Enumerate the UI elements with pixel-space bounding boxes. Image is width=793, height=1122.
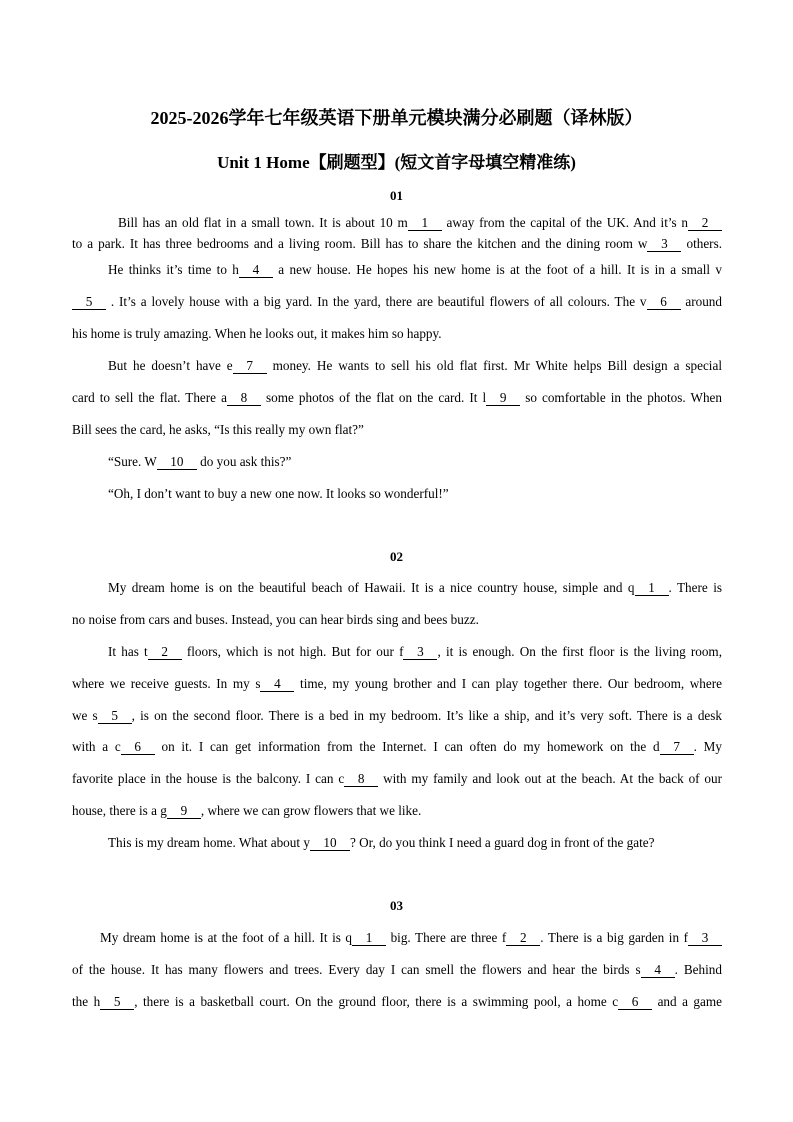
answer-blank: 9 xyxy=(486,390,520,406)
text-line xyxy=(72,707,722,725)
answer-blank: 5 xyxy=(100,994,134,1010)
text-segment: and a game xyxy=(652,994,722,1009)
answer-blank: 4 xyxy=(641,962,675,978)
text-segment: . Behind xyxy=(674,962,722,977)
text-segment: no noise from cars and buses. Instead, you can hear birds sing and bees buzz. xyxy=(72,612,479,627)
text-segment: Bill sees the card, he asks, “Is this really my own flat?” xyxy=(72,422,364,437)
text-segment: of the house. It has many flowers and trees. Every day I can smell the flowers and hear the birds s xyxy=(72,962,641,977)
answer-blank: 3 xyxy=(647,236,681,252)
text-segment: He thinks it’s time to h xyxy=(108,262,239,277)
text-line xyxy=(118,214,722,232)
text-segment: card to sell the flat. There a xyxy=(72,390,227,405)
text-line xyxy=(72,993,722,1011)
text-segment: to a park. It has three bedrooms and a living room. Bill has to share the kitchen and the dining room w xyxy=(72,236,648,251)
text-segment: , it is enough. On the first floor is the living room, xyxy=(437,644,722,659)
text-segment: we s xyxy=(72,708,98,723)
section-label: 03 xyxy=(390,898,403,913)
text-line xyxy=(72,325,722,343)
text-segment: do you ask this?” xyxy=(196,454,292,469)
text-line xyxy=(108,643,722,661)
answer-blank: 7 xyxy=(660,739,694,755)
text-segment: Bill has an old flat in a small town. It is about 10 m xyxy=(118,215,408,230)
text-segment: away from the capital of the UK. And it’s n xyxy=(441,215,689,230)
section-label: 01 xyxy=(390,188,403,203)
answer-blank: 9 xyxy=(167,803,201,819)
text-segment: some photos of the flat on the card. It l xyxy=(260,390,487,405)
text-segment: , where we can grow flowers that we like. xyxy=(200,803,422,818)
text-segment: My dream home is on the beautiful beach of Hawaii. It is a nice country house, simple and q xyxy=(108,580,635,595)
text-segment: floors, which is not high. But for our f xyxy=(181,644,404,659)
text-line xyxy=(72,802,722,820)
text-segment: But he doesn’t have e xyxy=(108,358,233,373)
text-segment: so comfortable in the photos. When xyxy=(520,390,722,405)
text-segment: money. He wants to sell his old flat first. Mr White helps Bill design a special xyxy=(266,358,722,373)
text-line xyxy=(108,834,722,852)
text-line xyxy=(72,611,722,629)
text-line xyxy=(72,235,722,253)
answer-blank: 3 xyxy=(688,930,722,946)
answer-blank: 1 xyxy=(635,580,669,596)
text-line xyxy=(72,738,722,756)
answer-blank: 6 xyxy=(647,294,681,310)
text-segment: favorite place in the house is the balcony. I can c xyxy=(72,771,345,786)
text-segment: others. xyxy=(681,236,723,251)
document-subtitle: Unit 1 Home【刷题型】(短文首字母填空精准练) xyxy=(217,153,576,172)
text-segment: where we receive guests. In my s xyxy=(72,676,261,691)
answer-blank: 1 xyxy=(352,930,386,946)
text-line xyxy=(72,961,722,979)
answer-blank: 2 xyxy=(688,215,722,231)
text-segment: around xyxy=(680,294,722,309)
text-segment: ? Or, do you think I need a guard dog in front of the gate? xyxy=(349,835,655,850)
answer-blank: 10 xyxy=(157,454,197,470)
text-segment: . My xyxy=(693,739,722,754)
document-title: 2025-2026学年七年级英语下册单元模块满分必刷题（译林版） xyxy=(150,108,643,128)
answer-blank: 10 xyxy=(310,835,350,851)
text-line xyxy=(72,675,722,693)
text-segment: . It’s a lovely house with a big yard. In the yard, there are beautiful flowers of all colours. The v xyxy=(106,294,647,309)
text-segment: “Sure. W xyxy=(108,454,157,469)
text-line xyxy=(72,293,722,311)
answer-blank: 5 xyxy=(72,294,106,310)
answer-blank: 7 xyxy=(233,358,267,374)
text-segment: . There is a big garden in f xyxy=(540,930,688,945)
answer-blank: 3 xyxy=(403,644,437,660)
text-line xyxy=(108,485,722,503)
answer-blank: 4 xyxy=(260,676,294,692)
text-segment: This is my dream home. What about y xyxy=(108,835,310,850)
text-segment: big. There are three f xyxy=(386,930,507,945)
text-segment: the h xyxy=(72,994,101,1009)
text-line xyxy=(100,929,722,947)
text-line xyxy=(108,261,722,279)
text-segment: , there is a basketball court. On the ground floor, there is a swimming pool, a home c xyxy=(134,994,619,1009)
text-line xyxy=(72,389,722,407)
answer-blank: 6 xyxy=(121,739,155,755)
answer-blank: 4 xyxy=(239,262,273,278)
text-segment: . There is xyxy=(668,580,722,595)
answer-blank: 6 xyxy=(618,994,652,1010)
text-segment: My dream home is at the foot of a hill. It is q xyxy=(100,930,353,945)
text-segment: with a c xyxy=(72,739,121,754)
text-line xyxy=(108,453,722,471)
text-line xyxy=(108,579,722,597)
text-segment: It has t xyxy=(108,644,148,659)
text-segment: house, there is a g xyxy=(72,803,167,818)
text-segment: on it. I can get information from the Internet. I can often do my homework on the d xyxy=(154,739,660,754)
answer-blank: 8 xyxy=(227,390,261,406)
text-segment: time, my young brother and I can play together there. Our bedroom, where xyxy=(294,676,722,691)
text-segment: , is on the second floor. There is a bed in my bedroom. It’s like a ship, and it’s very soft. There is a desk xyxy=(131,708,722,723)
answer-blank: 1 xyxy=(408,215,442,231)
answer-blank: 5 xyxy=(98,708,132,724)
text-segment: his home is truly amazing. When he looks out, it makes him so happy. xyxy=(72,326,442,341)
answer-blank: 2 xyxy=(506,930,540,946)
answer-blank: 8 xyxy=(344,771,378,787)
text-line xyxy=(72,770,722,788)
text-segment: a new house. He hopes his new home is at the foot of a hill. It is in a small v xyxy=(272,262,722,277)
text-line xyxy=(72,421,722,439)
text-segment: “Oh, I don’t want to buy a new one now. It looks so wonderful!” xyxy=(108,486,449,501)
text-segment: with my family and look out at the beach. At the back of our xyxy=(378,771,722,786)
text-line xyxy=(108,357,722,375)
answer-blank: 2 xyxy=(148,644,182,660)
section-label: 02 xyxy=(390,549,403,564)
